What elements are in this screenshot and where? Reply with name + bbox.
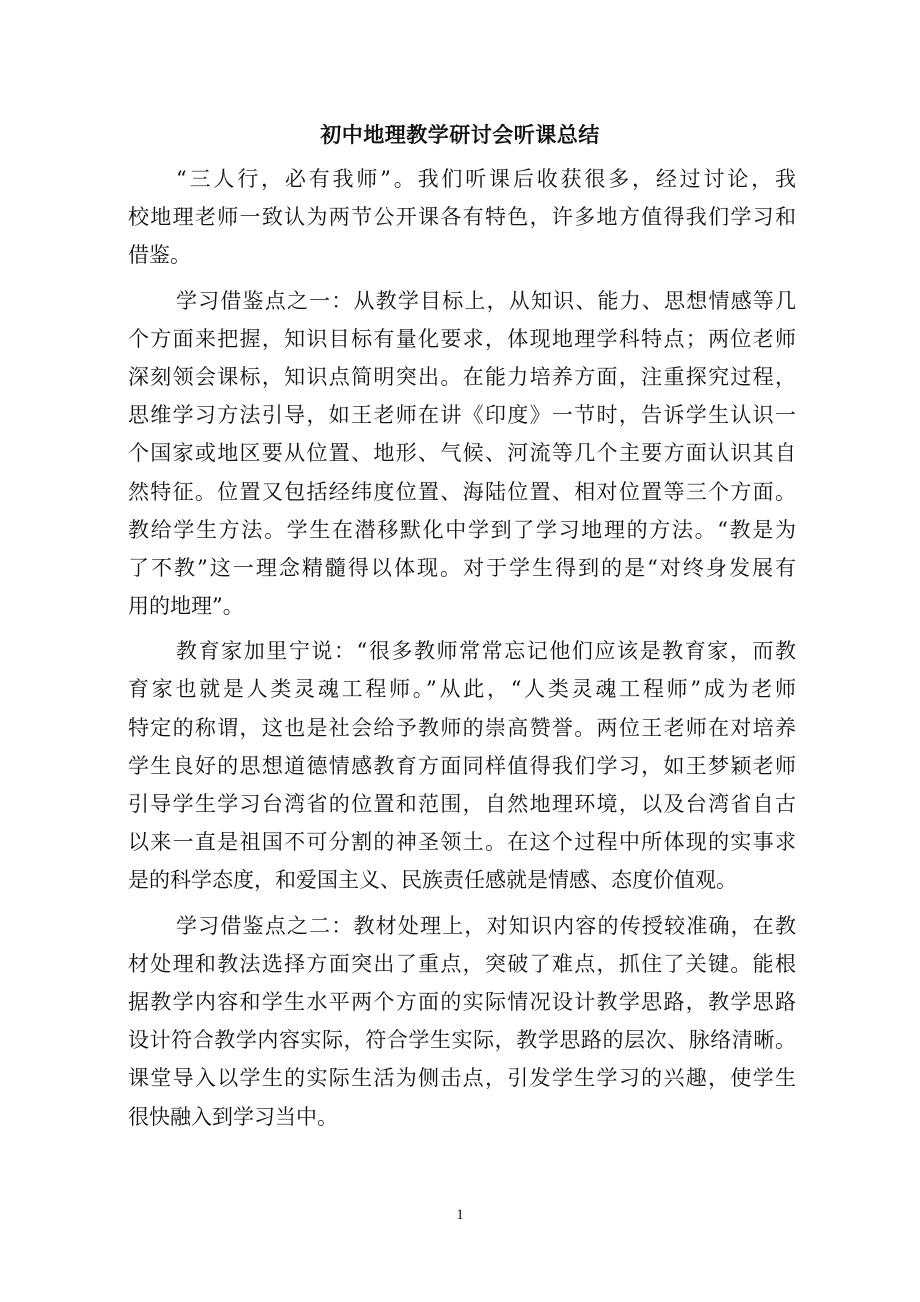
page-number: 1 xyxy=(456,1207,464,1223)
text-line: “三人行，必有我师”。我们听课后收获很多，经过讨论，我 xyxy=(176,167,796,191)
text-line: 教育家加里宁说：“很多教师常常忘记他们应该是教育家，而教 xyxy=(176,639,796,664)
paragraph xyxy=(128,282,796,626)
text-line: 以来一直是祖国不可分割的神圣领土。在这个过程中所体现的实事求 xyxy=(128,830,796,855)
document-title: 初中地理教学研讨会听课总结 xyxy=(320,122,600,147)
paragraph xyxy=(128,160,796,275)
text-line: 特定的称谓，这也是社会给予教师的崇高赞誉。两位王老师在对培养 xyxy=(128,715,796,740)
text-line: 很快融入到学习当中。 xyxy=(128,1104,338,1129)
text-line: 是的科学态度，和爱国主义、民族责任感就是情感、态度价值观。 xyxy=(128,868,737,893)
text-line: 了不教”这一理念精髓得以体现。对于学生得到的是“对终身发展有 xyxy=(128,555,796,580)
paragraph xyxy=(128,632,796,899)
document-body xyxy=(128,160,796,1143)
text-line: 用的地理”。 xyxy=(128,594,244,619)
text-line: 教给学生方法。学生在潜移默化中学到了学习地理的方法。“教是为 xyxy=(128,517,796,542)
text-line: 校地理老师一致认为两节公开课各有特色，许多地方值得我们学习和 xyxy=(128,205,796,230)
text-line: 据教学内容和学生水平两个方面的实际情况设计教学思路，教学思路 xyxy=(128,989,796,1014)
text-line: 个方面来把握，知识目标有量化要求，体现地理学科特点；两位老师 xyxy=(128,326,796,351)
text-line: 材处理和教法选择方面突出了重点，突破了难点，抓住了关键。能根 xyxy=(128,951,796,976)
text-line: 个国家或地区要从位置、地形、气候、河流等几个主要方面认识其自 xyxy=(128,441,796,466)
text-line: 借鉴。 xyxy=(128,243,191,268)
text-line: 学习借鉴点之二：教材处理上，对知识内容的传授较准确，在教 xyxy=(176,913,796,938)
text-line: 学习借鉴点之一：从教学目标上，从知识、能力、思想情感等几 xyxy=(176,288,796,313)
text-line: 引导学生学习台湾省的位置和范围，自然地理环境，以及台湾省自古 xyxy=(128,792,796,816)
text-line: 思维学习方法引导，如王老师在讲《印度》一节时，告诉学生认识一 xyxy=(128,403,796,428)
paragraph xyxy=(128,907,796,1136)
text-line: 课堂导入以学生的实际生活为侧击点，引发学生学习的兴趣，使学生 xyxy=(128,1066,796,1091)
text-line: 设计符合教学内容实际，符合学生实际，教学思路的层次、脉络清晰。 xyxy=(128,1028,796,1053)
text-line: 然特征。位置又包括经纬度位置、海陆位置、相对位置等三个方面。 xyxy=(128,479,796,504)
text-line: 深刻领会课标，知识点简明突出。在能力培养方面，注重探究过程， xyxy=(128,364,796,389)
text-line: 育家也就是人类灵魂工程师。”从此，“人类灵魂工程师”成为老师 xyxy=(128,677,796,702)
text-line: 学生良好的思想道德情感教育方面同样值得我们学习，如王梦颖老师 xyxy=(128,753,796,778)
